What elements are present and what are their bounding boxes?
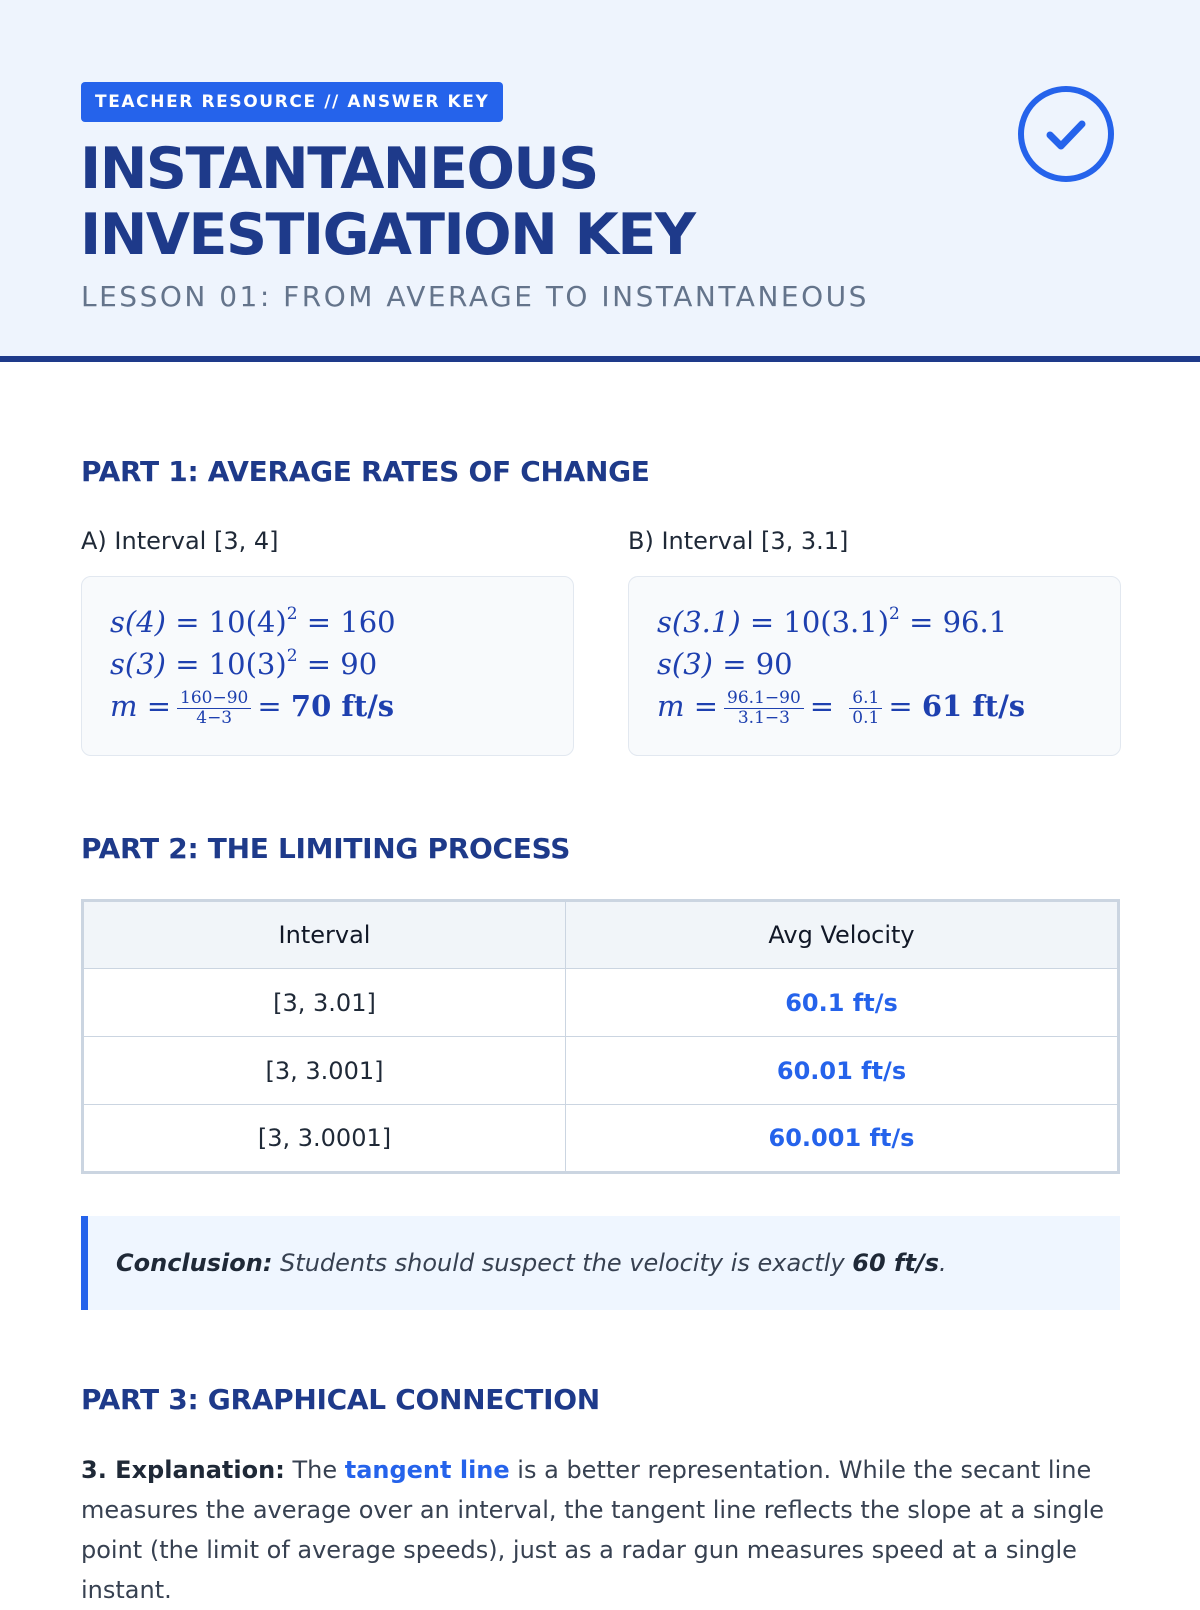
column-header-avg-velocity: Avg Velocity	[566, 901, 1119, 969]
lesson-subtitle: LESSON 01: FROM AVERAGE TO INSTANTANEOUS	[81, 280, 869, 313]
page-title	[80, 136, 980, 268]
explanation-paragraph: 3. Explanation: The tangent line is a better representation. While the secant line measures the average over an interval, the tangent line reflects the slope at a single point (the limit of average speeds), just as a radar gun measures speed at a single instant.	[81, 1456, 1105, 1604]
interval-cell: [3, 3.01]	[83, 969, 566, 1037]
table-row	[83, 1037, 1119, 1105]
part3-title: PART 3: GRAPHICAL CONNECTION	[81, 1383, 600, 1416]
conclusion-callout: Conclusion: Students should suspect the velocity is exactly 60 ft/s.	[81, 1216, 1120, 1310]
interval-cell: [3, 3.001]	[83, 1037, 566, 1105]
conclusion-label: Conclusion:	[116, 1249, 273, 1277]
limit-table	[81, 899, 1120, 1174]
velocity-cell: 60.01 ft/s	[566, 1037, 1119, 1105]
table-row	[83, 1105, 1119, 1173]
page-title-line2: INVESTIGATION KEY	[80, 202, 695, 268]
interval-b-label: B) Interval [3, 3.1]	[628, 527, 849, 555]
b-line1: $s(3.1) = 10(3.1)^2 = 96.1$	[657, 604, 1008, 639]
conclusion-text: Students should suspect the velocity is exactly	[272, 1249, 853, 1277]
b-line3: m = $\frac{96.1-90}{3.1-3}$ = $\frac{6.1}{0.1}$ = 61 ft/s	[657, 687, 1026, 728]
interval-cell: [3, 3.0001]	[83, 1105, 566, 1173]
explanation-label: 3. Explanation:	[81, 1456, 285, 1484]
velocity-cell: 60.001 ft/s	[566, 1105, 1119, 1173]
a-line3: m = $\frac{160-90}{4-3}$ = 70 ft/s	[110, 687, 395, 728]
interval-b-work	[628, 576, 1121, 756]
interval-a-label: A) Interval [3, 4]	[81, 527, 279, 555]
table-header-row	[83, 901, 1119, 969]
column-header-interval: Interval	[83, 901, 566, 969]
check-circle-icon	[1016, 84, 1116, 184]
resource-badge: TEACHER RESOURCE // ANSWER KEY	[81, 82, 503, 122]
b-line2: s(3) = 90	[657, 647, 793, 681]
part2-title: PART 2: THE LIMITING PROCESS	[81, 832, 571, 865]
interval-a-work	[81, 576, 574, 756]
table-row	[83, 969, 1119, 1037]
tangent-line-highlight: tangent line	[344, 1456, 510, 1484]
header	[0, 0, 1200, 362]
a-line2: $s(3) = 10(3)^2 = 90$	[110, 646, 378, 681]
a-line1: $s(4) = 10(4)^2 = 160$	[110, 604, 396, 639]
velocity-cell: 60.1 ft/s	[566, 969, 1119, 1037]
part1-title: PART 1: AVERAGE RATES OF CHANGE	[81, 455, 650, 488]
conclusion-value: 60 ft/s	[852, 1249, 939, 1277]
page-title-line1: INSTANTANEOUS	[80, 136, 598, 202]
